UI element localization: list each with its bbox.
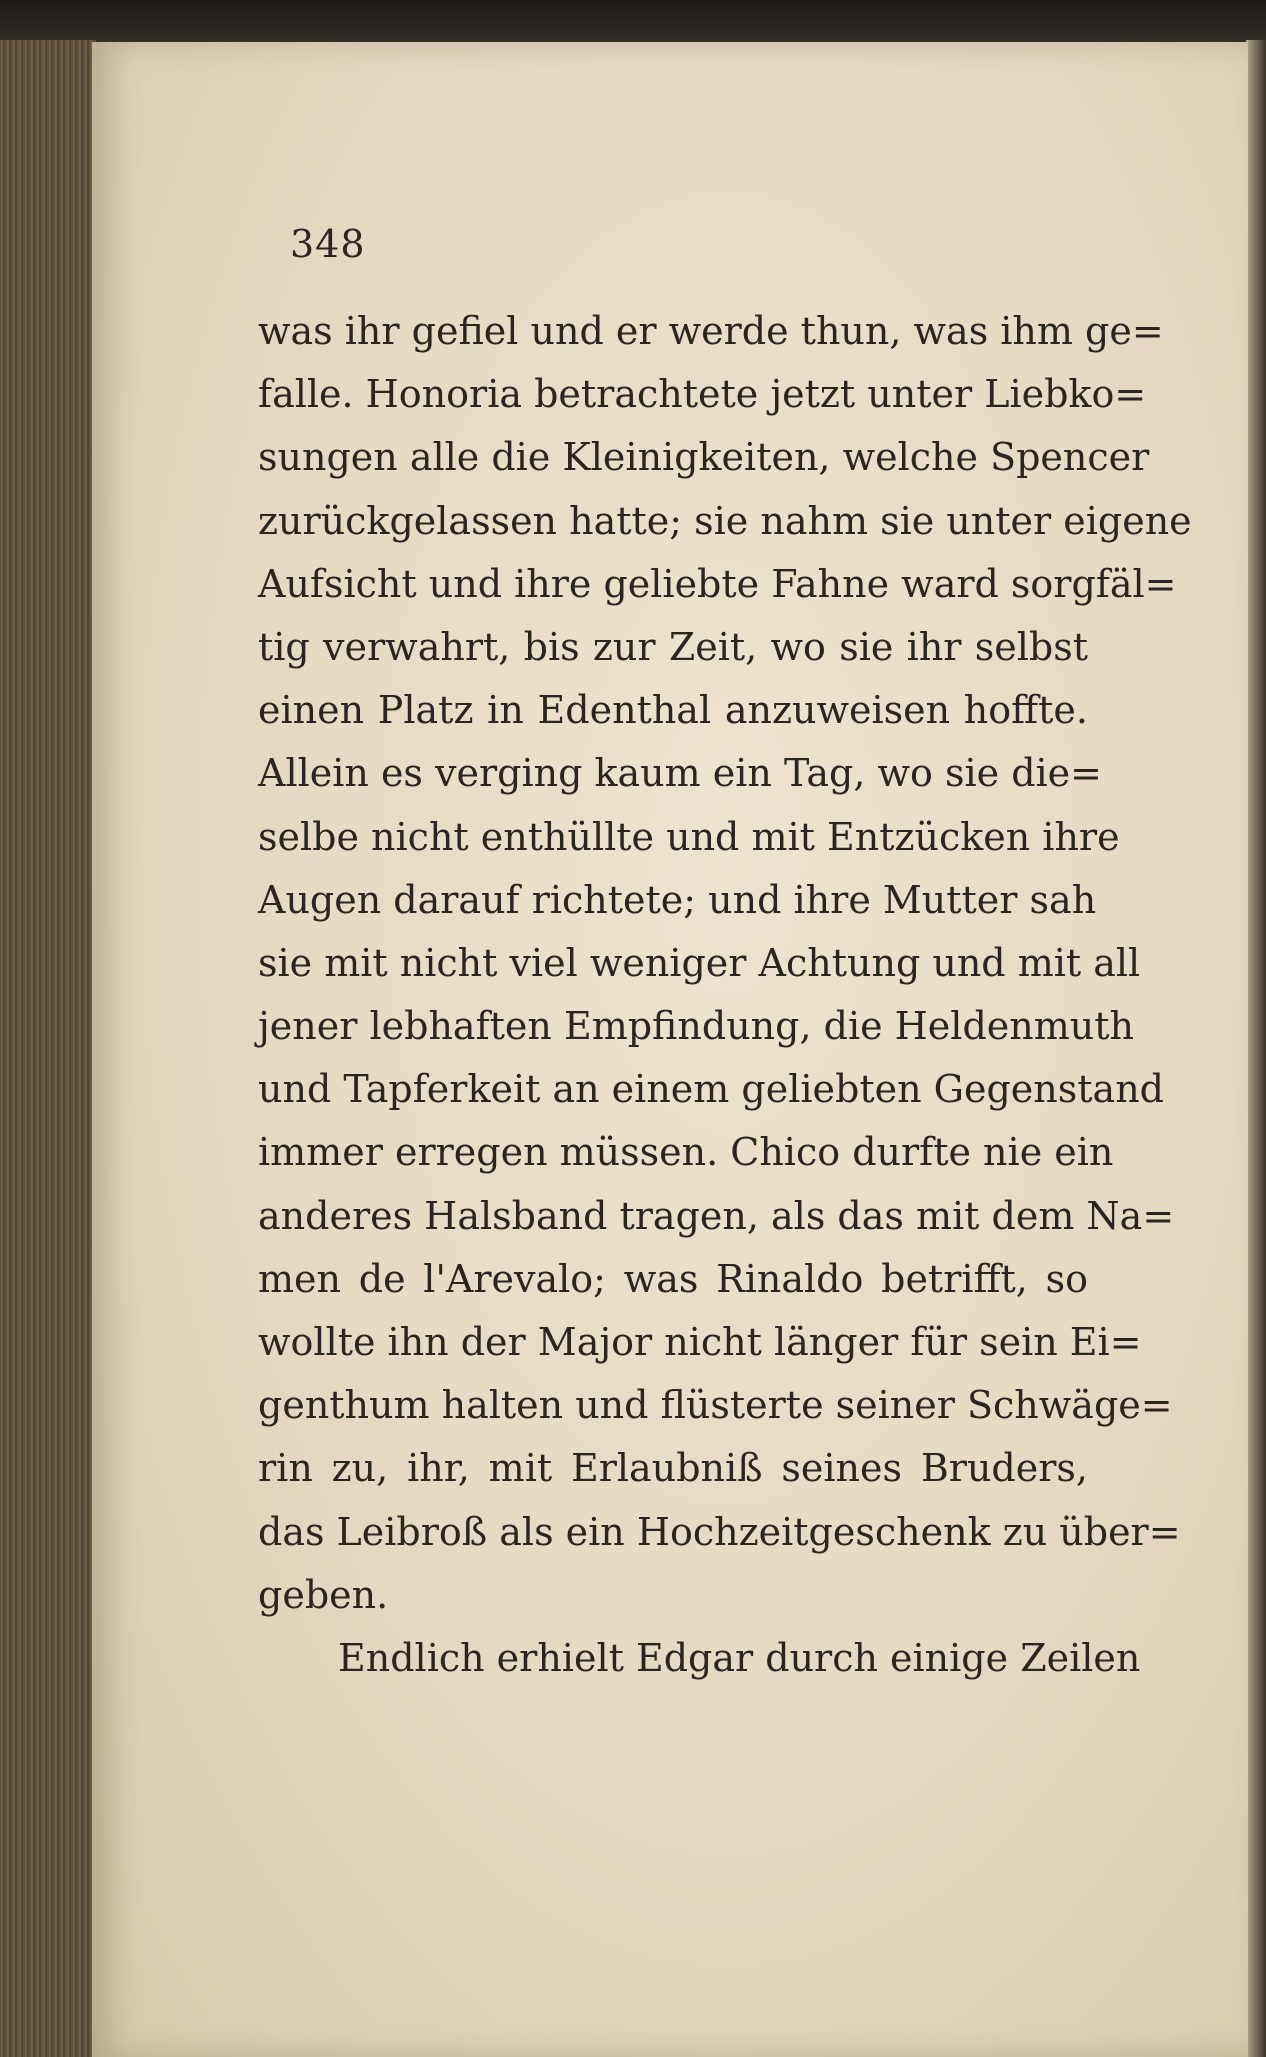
text-line: sungen alle die Kleinigkeiten, welche Spencer [258,435,1150,480]
text-line: genthum halten und flüsterte seiner Schwäge= [258,1383,1173,1428]
book-page-edges [0,40,96,2057]
text-line: immer erregen müssen. Chico durfte nie ein [258,1130,1114,1175]
text-line: wollte ihn der Major nicht länger für sein Ei= [258,1320,1142,1364]
text-line: Allein es verging kaum ein Tag, wo sie die= [258,751,1102,796]
text-line: geben. [258,1572,389,1617]
text-line: rin zu, ihr, mit Erlaubniß seines Bruders, [258,1446,1088,1491]
text-line: was ihr gefiel und er werde thun, was ihm ge= [258,309,1164,353]
page-number: 348 [290,222,366,266]
text-line: Aufsicht und ihre geliebte Fahne ward sorgfäl= [258,561,1177,606]
text-line: Endlich erhielt Edgar durch einige Zeilen [338,1635,1141,1680]
text-line: men de l'Arevalo; was Rinaldo betrifft, so [258,1256,1088,1301]
page-text [258,300,1192,1690]
scan-top-border [0,0,1266,46]
scan-right-border [1246,40,1266,2057]
text-line: falle. Honoria betrachtete jetzt unter Liebko= [258,372,1147,417]
text-line: das Leibroß als ein Hochzeitgeschenk zu über= [258,1509,1181,1554]
text-line: selbe nicht enthüllte und mit Entzücken ihre [258,814,1120,859]
text-line: und Tapferkeit an einem geliebten Gegenstand [258,1067,1164,1112]
text-line: Augen darauf richtete; und ihre Mutter sah [258,877,1097,922]
text-line: einen Platz in Edenthal anzuweisen hoffte. [258,688,1088,733]
text-line: tig verwahrt, bis zur Zeit, wo sie ihr selbst [258,624,1088,669]
text-line: sie mit nicht viel weniger Achtung und mit all [258,940,1141,985]
text-line: jener lebhaften Empfindung, die Heldenmuth [258,1004,1134,1049]
text-line: anderes Halsband tragen, als das mit dem Na= [258,1193,1175,1238]
text-line: zurückgelassen hatte; sie nahm sie unter eigene [258,498,1192,543]
